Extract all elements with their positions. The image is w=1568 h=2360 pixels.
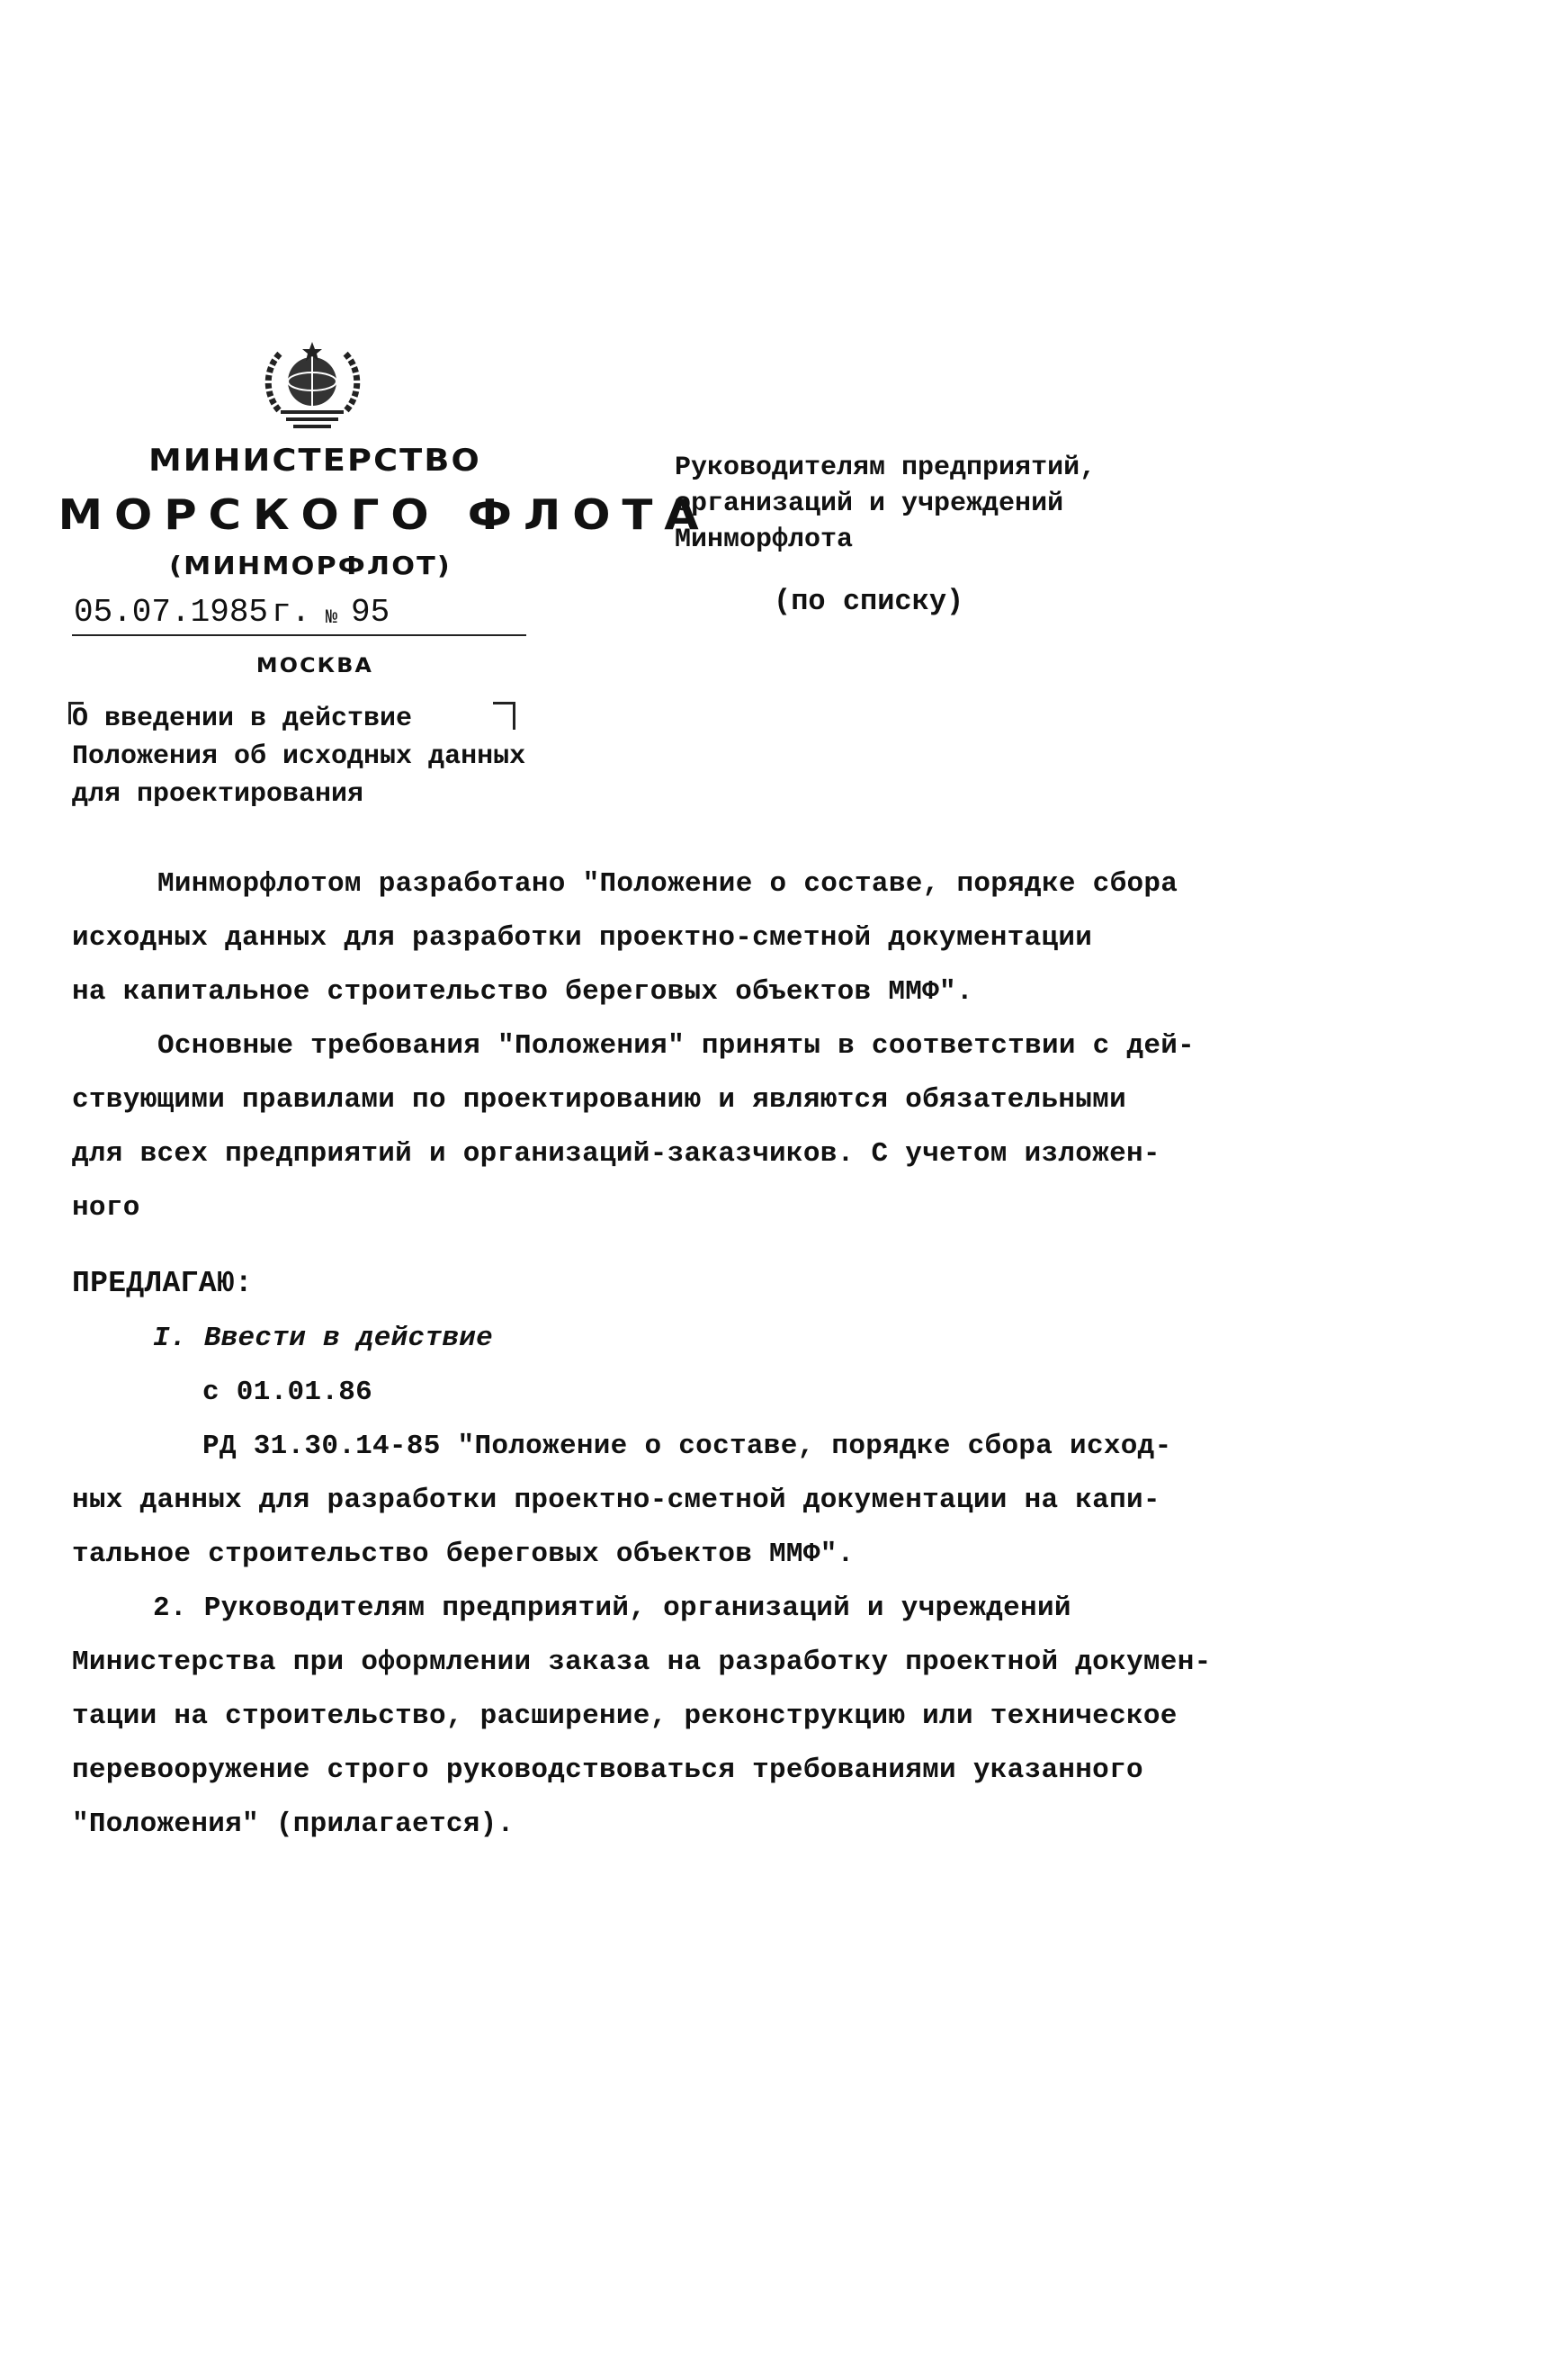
body-line: 2. Руководителям предприятий, организаций и учреждений [153, 1593, 1071, 1624]
addressee-block [675, 450, 1232, 558]
body-line: ного [72, 1192, 140, 1224]
year-mark: г. [272, 594, 311, 631]
city: МОСКВА [255, 655, 374, 677]
body-line: "Положения" (прилагается). [72, 1808, 515, 1840]
fleet-name: МОРСКОГО ФЛОТА [58, 490, 711, 539]
body-line: исходных данных для разработки проектно-сметной документации [72, 922, 1093, 954]
addressee-by-list: (по списку) [774, 585, 964, 618]
body-line: для всех предприятий и организаций-заказчиков. С учетом изложен- [72, 1138, 1160, 1170]
body-line: Основные требования "Положения" приняты в соответствии с дей- [157, 1030, 1196, 1062]
document-date: 05.07.1985 [74, 594, 269, 631]
state-emblem-icon [261, 340, 364, 430]
subject-block [72, 700, 576, 813]
body-line: Минморфлотом разработано "Положение о составе, порядке сбора [157, 868, 1178, 900]
body-line: тальное строительство береговых объектов ММФ". [72, 1539, 855, 1570]
number-sign: № [326, 606, 338, 629]
body-line: Министерства при оформлении заказа на разработку проектной докумен- [72, 1647, 1212, 1678]
addressee-line: Минморфлота [675, 525, 854, 555]
subject-line: Положения об исходных данных [72, 741, 526, 772]
body-line: ных данных для разработки проектно-сметной документации на капи- [72, 1485, 1160, 1516]
body-line: РД 31.30.14-85 "Положение о составе, порядке сбора исход- [202, 1431, 1172, 1462]
item-1-title: I. Ввести в действие [153, 1323, 494, 1354]
addressee-line: организаций и учреждений [675, 489, 1064, 519]
body-line: на капитальное строительство береговых объектов ММФ". [72, 976, 973, 1008]
date-number-line [72, 589, 526, 636]
addressee-line: Руководителям предприятий, [675, 453, 1097, 483]
item-1-date: с 01.01.86 [202, 1377, 373, 1408]
ministry-abbreviation: (МИНМОРФЛОТ) [169, 551, 452, 580]
ministry-name: МИНИСТЕРСТВО [148, 443, 481, 479]
body-line: перевооружение строго руководствоваться требованиями указанного [72, 1754, 1143, 1786]
subject-line: для проектирования [72, 779, 364, 810]
subject-line: О введении в действие [72, 704, 413, 734]
body-line: тации на строительство, расширение, реконструкцию или техническое [72, 1700, 1178, 1732]
body-line: ствующими правилами по проектированию и являются обязательными [72, 1084, 1126, 1116]
document-number: 95 [351, 594, 390, 631]
propose-heading: ПРЕДЛАГАЮ: [72, 1267, 254, 1300]
